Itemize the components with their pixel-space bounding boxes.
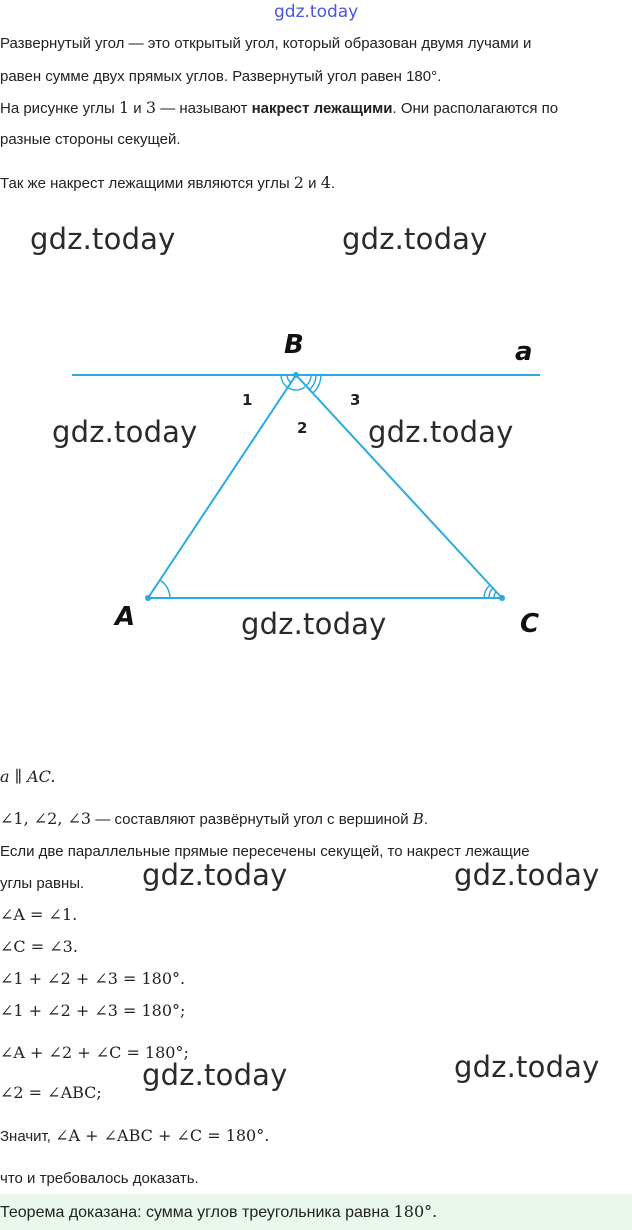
proof-eq-5: ∠A + ∠2 + ∠C = 180°;	[0, 1043, 189, 1062]
intro-line-1: Развернутый угол — это открытый угол, который образован двумя лучами и	[0, 35, 532, 52]
theorem-result-math: 180°.	[393, 1202, 438, 1221]
triangle-figure	[0, 320, 632, 640]
intro-line-5-and: и	[303, 175, 321, 192]
angle-arc-3-a	[306, 375, 311, 386]
intro-line-3-pre: На рисунке углы	[0, 100, 119, 117]
angle-arc-3-b	[309, 375, 316, 390]
angle-number-2: 2	[293, 173, 304, 192]
vertex-b	[293, 372, 299, 378]
proof-parallel: a ∥ AC.	[0, 767, 56, 786]
proof-vertex: B	[412, 810, 424, 828]
intro-line-3-mid: — называют	[156, 100, 252, 117]
intro-line-3	[0, 98, 558, 119]
angle-arc-a	[160, 580, 170, 598]
intro-line-3-and: и	[129, 100, 146, 117]
watermark: gdz.today	[368, 415, 514, 449]
theorem-result-text: Теорема доказана: сумма углов треугольника равна	[0, 1204, 394, 1221]
watermark: gdz.today	[342, 222, 488, 256]
intro-line-3-post: . Они располагаются по	[392, 100, 559, 117]
angle-arc-1	[287, 375, 292, 383]
label-b: B	[284, 330, 304, 360]
proof-eq-6: ∠2 = ∠ABC;	[0, 1083, 102, 1102]
proof-angles-math: ∠1, ∠2, ∠3	[0, 809, 92, 828]
label-angle-1: 1	[242, 391, 253, 409]
intro-line-4: разные стороны секущей.	[0, 131, 181, 148]
watermark: gdz.today	[52, 415, 198, 449]
watermark-top: gdz.today	[274, 2, 359, 22]
proof-qed: что и требовалось доказать.	[0, 1170, 199, 1187]
intro-line-2: равен сумме двух прямых углов. Развернутый угол равен 180°.	[0, 68, 442, 85]
proof-conclusion	[0, 1126, 269, 1147]
proof-theorem-line-2: углы равны.	[0, 875, 85, 892]
watermark: gdz.today	[454, 858, 600, 892]
proof-conclusion-pre: Значит,	[0, 1128, 56, 1145]
side-bc	[296, 375, 502, 598]
vertex-c	[499, 595, 505, 601]
label-angle-2: 2	[297, 419, 308, 437]
label-a-line: a	[515, 337, 533, 367]
label-c: C	[520, 609, 540, 639]
angle-arc-b-inner	[281, 375, 305, 390]
proof-conclusion-math: ∠A + ∠ABC + ∠C = 180°.	[55, 1126, 270, 1145]
watermark: gdz.today	[30, 222, 176, 256]
angle-number-1: 1	[118, 98, 130, 117]
proof-eq-3: ∠1 + ∠2 + ∠3 = 180°.	[0, 969, 186, 988]
proof-theorem-line-1: Если две параллельные прямые пересечены секущей, то накрест лежащие	[0, 843, 530, 860]
angle-arc-c-2	[489, 588, 493, 598]
proof-straight-angle	[0, 809, 428, 830]
watermark: gdz.today	[142, 858, 288, 892]
proof-eq-4: ∠1 + ∠2 + ∠3 = 180°;	[0, 1001, 186, 1020]
proof-eq-2: ∠C = ∠3.	[0, 937, 78, 956]
angle-number-3: 3	[145, 98, 157, 117]
label-angle-3: 3	[350, 391, 361, 409]
side-ab	[148, 375, 296, 598]
watermark: gdz.today	[142, 1058, 288, 1092]
label-a: A	[115, 602, 136, 632]
angle-number-4: 4	[320, 173, 331, 192]
intro-line-5-post: .	[330, 175, 336, 192]
proof-angles-end: .	[423, 811, 428, 828]
intro-line-5-pre: Так же накрест лежащими являются углы	[0, 175, 294, 192]
intro-line-5	[0, 173, 335, 194]
term-alternate-angles: накрест лежащими	[251, 100, 393, 117]
proof-eq-1: ∠A = ∠1.	[0, 905, 78, 924]
theorem-result	[0, 1202, 437, 1222]
proof-angles-text: — составляют развёрнутый угол с вершиной	[91, 811, 413, 828]
watermark: gdz.today	[241, 607, 387, 641]
watermark: gdz.today	[454, 1050, 600, 1084]
vertex-a	[145, 595, 151, 601]
